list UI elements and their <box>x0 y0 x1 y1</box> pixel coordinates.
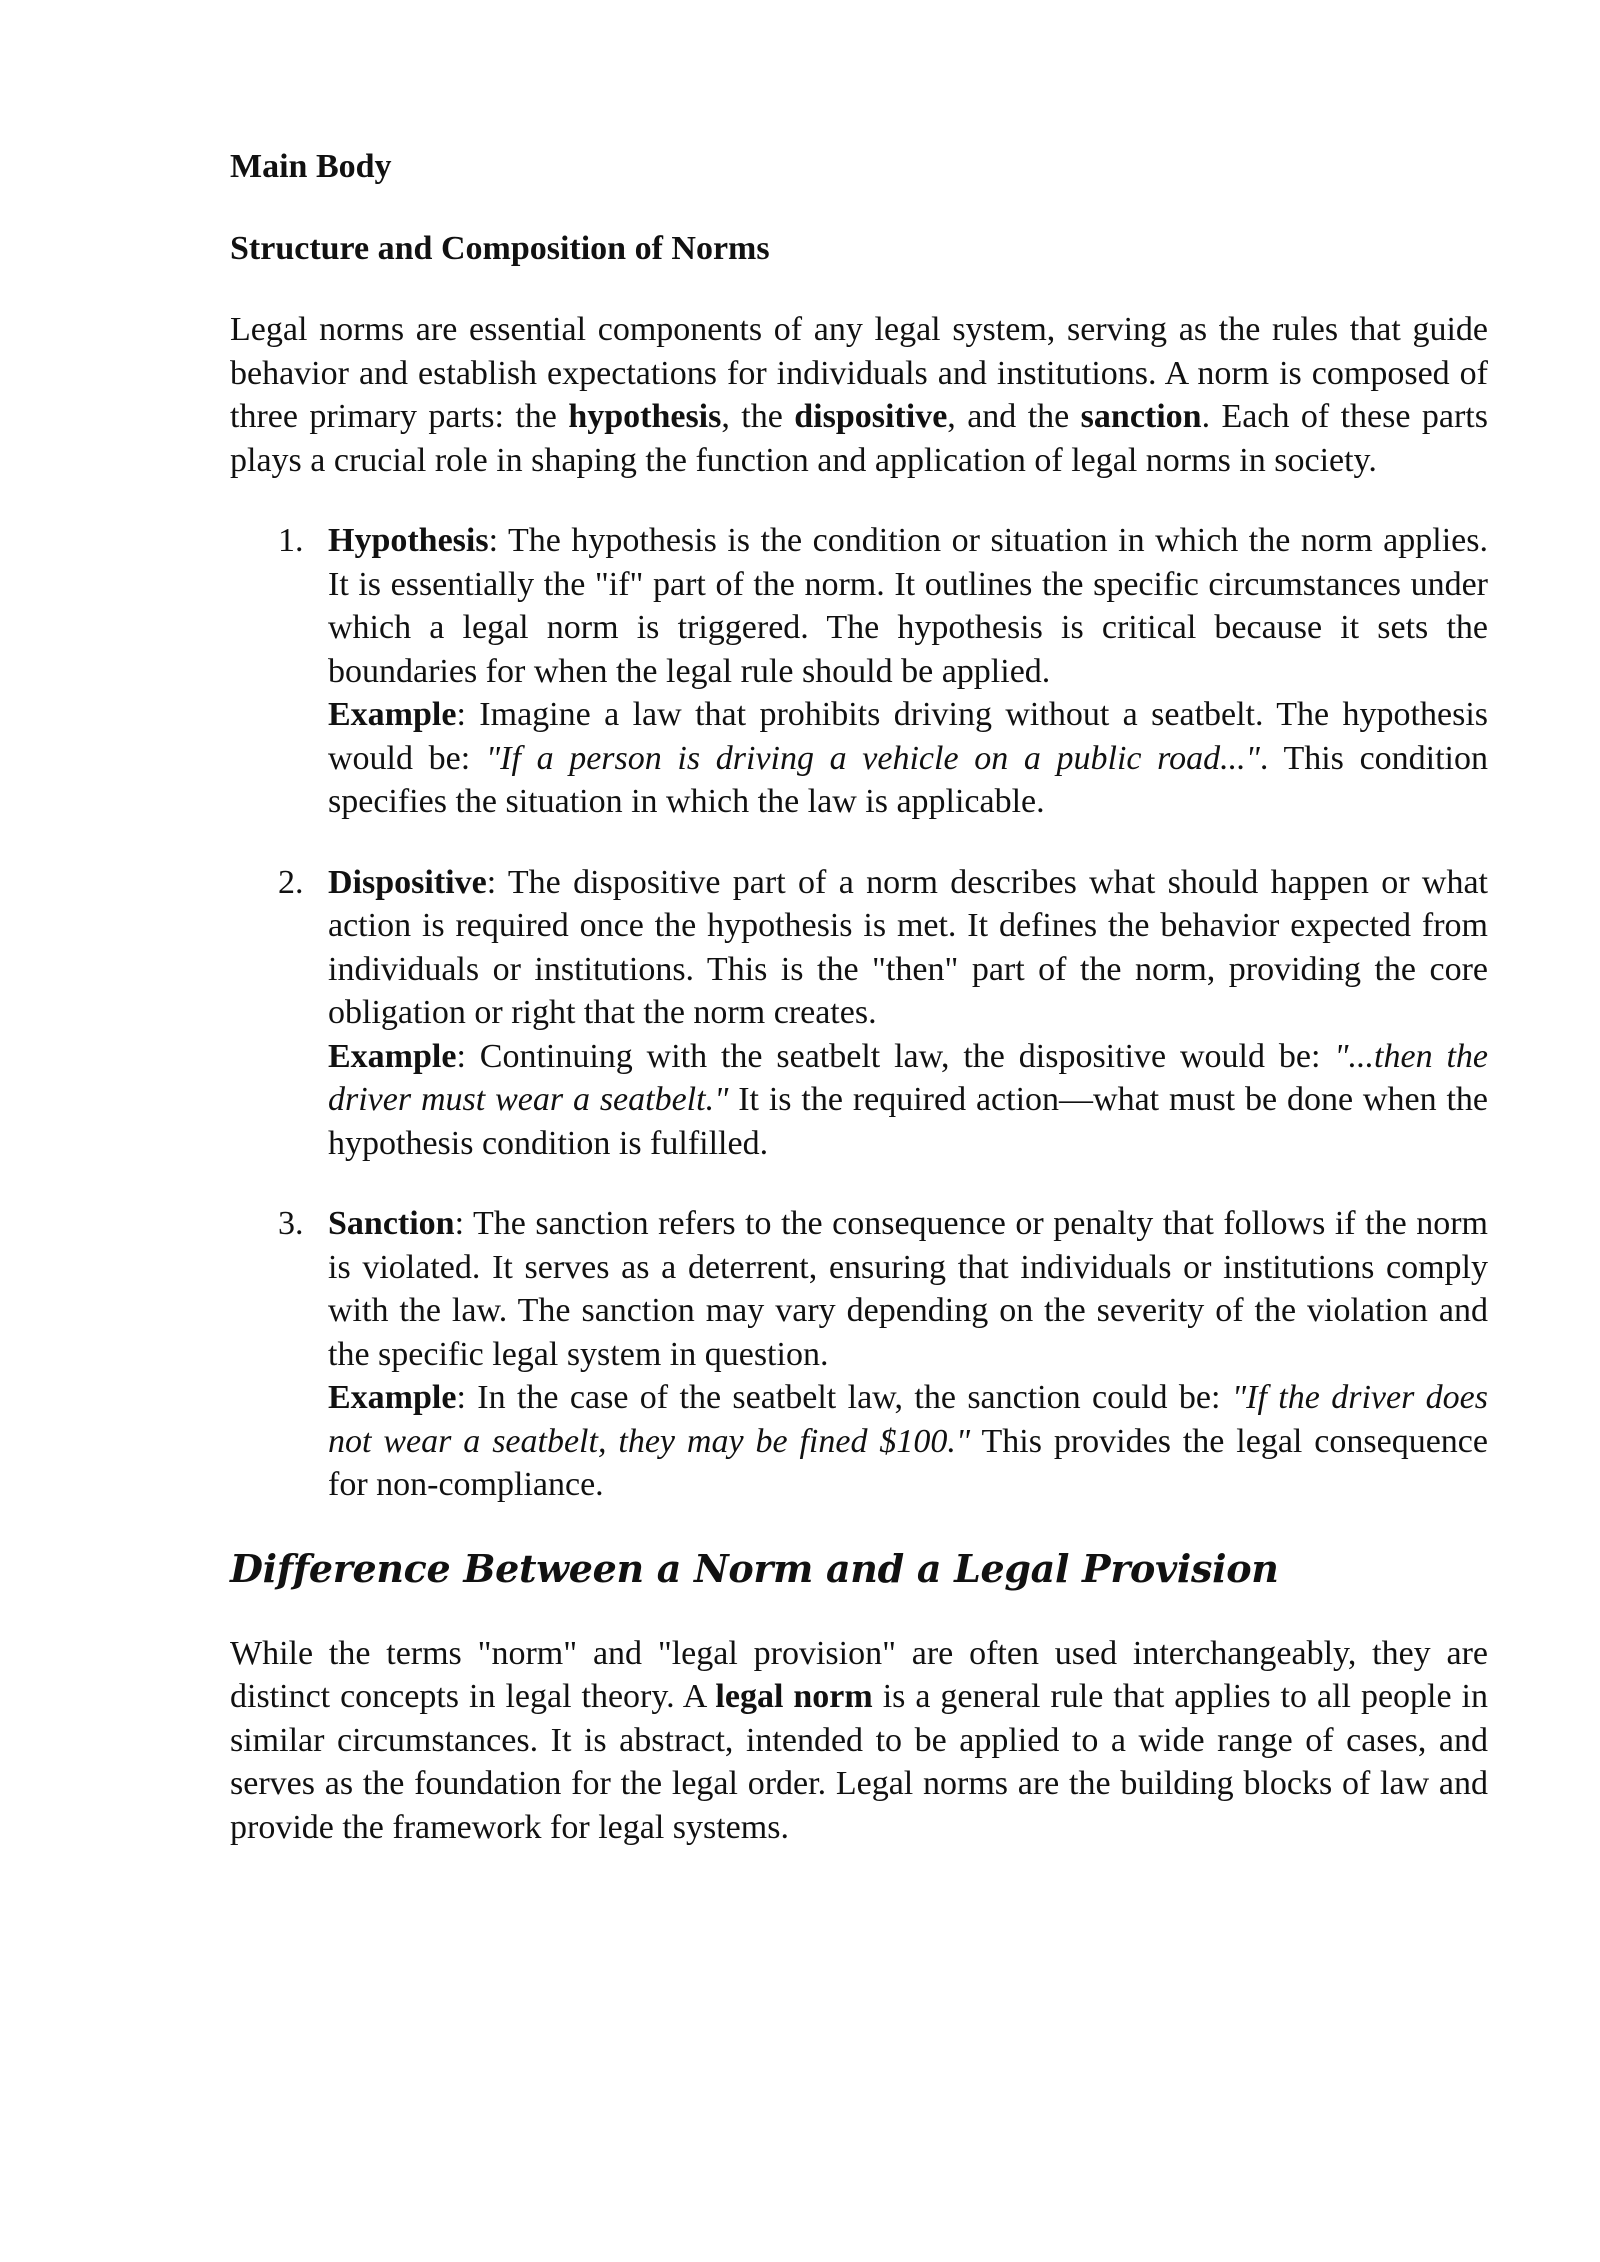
example-text: This provides the legal consequence for non-compliance. <box>328 1422 1488 1503</box>
section2-paragraph <box>230 1632 1488 1850</box>
item-description <box>328 519 1488 693</box>
item-term: Hypothesis <box>328 522 489 559</box>
item-description <box>328 861 1488 1035</box>
list-number: 1. <box>278 522 304 559</box>
example-label: Example <box>328 1037 457 1075</box>
item-description <box>328 1202 1488 1376</box>
item-desc-text: : The sanction refers to the consequence or penalty that follows if the norm is violated. It serves as a deterrent, ensuring that individuals or institutions comply with the law. The sanction may vary depending on the severity of the violation and the specific legal system in question. <box>328 1205 1488 1373</box>
term-legal-norm: legal norm <box>715 1678 873 1715</box>
list-number: 2. <box>278 863 304 901</box>
term-sanction: sanction <box>1080 398 1202 435</box>
example-quote: "If a person is driving a vehicle on a public road..." <box>485 739 1260 777</box>
list-item-dispositive <box>230 861 1488 1166</box>
intro-text: Legal norms are essential components of any legal system, serving as the rules that guide behavior and establish expectations for individuals and institutions. A norm is composed of three primary parts: the <box>230 311 1488 435</box>
intro-text: , and the <box>947 398 1081 435</box>
example-label: Example <box>328 1379 457 1416</box>
section2-title: Difference Between a Norm and a Legal Provision <box>230 1545 1279 1591</box>
section-title: Structure and Composition of Norms <box>230 229 770 267</box>
example-text: : In the case of the seatbelt law, the sanction could be: <box>456 1379 1232 1416</box>
intro-paragraph <box>230 308 1488 482</box>
item-desc-text: : The hypothesis is the condition or situation in which the norm applies. It is essentially the "if" part of the norm. It outlines the specific circumstances under which a legal norm is triggered. The hypothesis is critical because it sets the boundaries for when the legal rule should be applied. <box>328 522 1488 690</box>
example-quote: "...then the driver must wear a seatbelt." <box>328 1037 1488 1118</box>
example-text: : Imagine a law that prohibits driving without a seatbelt. The hypothesis would be: <box>328 696 1488 777</box>
list-number: 3. <box>278 1205 304 1242</box>
document-page <box>230 145 1488 1849</box>
example-label: Example <box>328 696 457 733</box>
example-text: : Continuing with the seatbelt law, the dispositive would be: <box>456 1037 1335 1075</box>
item-term: Dispositive <box>328 863 487 901</box>
term-hypothesis: hypothesis <box>568 398 722 435</box>
example-quote: "If the driver does not wear a seatbelt, they may be fined $100." <box>328 1379 1489 1460</box>
item-example <box>328 1035 1488 1166</box>
item-term: Sanction <box>328 1205 455 1242</box>
norm-parts-list <box>230 519 1488 1507</box>
paragraph-text: is a general rule that applies to all people in similar circumstances. It is abstract, intended to be applied to a wide range of cases, and serves as the foundation for the legal order. Legal norms are the building blocks of law and provide the framework for legal systems. <box>230 1678 1488 1846</box>
item-desc-text: : The dispositive part of a norm describes what should happen or what action is required once the hypothesis is met. It defines the behavior expected from individuals or institutions. This is the "then" part of the norm, providing the core obligation or right that the norm creates. <box>328 863 1488 1031</box>
example-text: It is the required action—what must be done when the hypothesis condition is fulfilled. <box>328 1081 1488 1162</box>
item-example <box>328 693 1488 824</box>
term-dispositive: dispositive <box>794 398 948 435</box>
list-item-hypothesis <box>230 519 1488 824</box>
list-item-sanction <box>230 1202 1488 1507</box>
item-example <box>328 1376 1488 1507</box>
intro-text: . Each of these parts plays a crucial role in shaping the function and application of legal norms in society. <box>230 398 1488 479</box>
main-title: Main Body <box>230 148 392 185</box>
paragraph-text: While the terms "norm" and "legal provision" are often used interchangeably, they are distinct concepts in legal theory. A <box>230 1634 1488 1715</box>
intro-text: , the <box>721 398 795 435</box>
example-text: . This condition specifies the situation in which the law is applicable. <box>328 739 1488 820</box>
